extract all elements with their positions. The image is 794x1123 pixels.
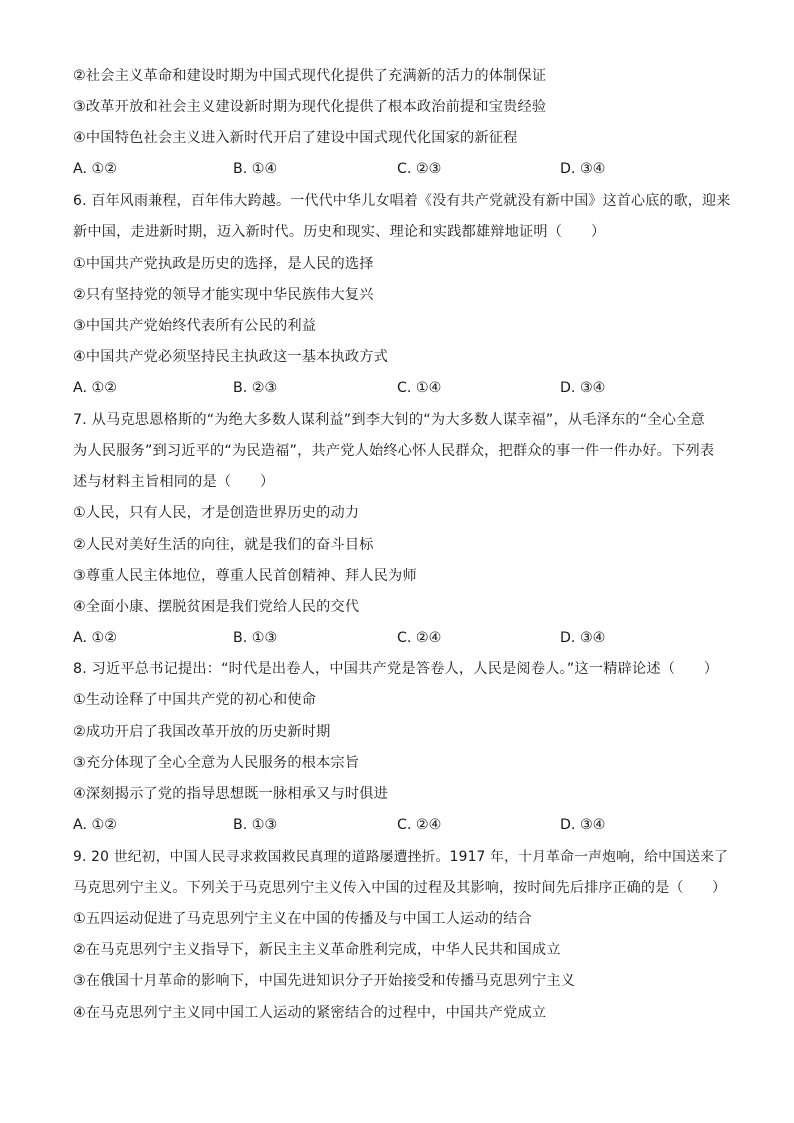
q9-stem-line-1: 9. 20 世纪初，中国人民寻求救国救民真理的道路屡遭挫折。1917 年，十月革命一声炮响，给中国送来了 xyxy=(73,849,729,865)
q6-statement-1: ①中国共产党执政是历史的选择，是人民的选择 xyxy=(73,256,374,272)
q7-stem-line-2: 为人民服务”到习近平的“为民造福”，共产党人始终心怀人民群众，把群众的事一件一件办好。下列表 xyxy=(73,443,715,459)
q8-statement-1: ①生动诠释了中国共产党的初心和使命 xyxy=(73,692,317,708)
q6-option-d[interactable]: D. ③④ xyxy=(560,380,606,396)
q7-option-c[interactable]: C. ②④ xyxy=(397,630,442,646)
q7-statement-1: ①人民，只有人民，才是创造世界历史的动力 xyxy=(73,505,360,521)
q7-option-d[interactable]: D. ③④ xyxy=(560,630,606,646)
option-b[interactable]: B. ①④ xyxy=(233,161,278,177)
answer-options xyxy=(73,159,733,179)
q7-option-b[interactable]: B. ①③ xyxy=(233,630,278,646)
option-d[interactable]: D. ③④ xyxy=(560,161,606,177)
q8-option-c[interactable]: C. ②④ xyxy=(397,817,442,833)
q9-statement-1: ①五四运动促进了马克思列宁主义在中国的传播及与中国工人运动的结合 xyxy=(73,911,532,927)
q6-option-c[interactable]: C. ①④ xyxy=(397,380,442,396)
q6-option-b[interactable]: B. ②③ xyxy=(233,380,278,396)
q8-option-d[interactable]: D. ③④ xyxy=(560,817,606,833)
q7-stem-line-1: 7. 从马克思恩格斯的“为绝大多数人谋利益”到李大钊的“为大多数人谋幸福”，从毛泽东的“全心全意 xyxy=(73,412,705,428)
q8-statement-4: ④深刻揭示了党的指导思想既一脉相承又与时俱进 xyxy=(73,786,389,802)
statement-4: ④中国特色社会主义进入新时代开启了建设中国式现代化国家的新征程 xyxy=(73,130,518,146)
q7-statement-4: ④全面小康、摆脱贫困是我们党给人民的交代 xyxy=(73,599,360,615)
q6-stem-line-1: 6. 百年风雨兼程，百年伟大跨越。一代代中华儿女唱着《没有共产党就没有新中国》这首心底的歌，迎来 xyxy=(73,193,731,209)
q9-statement-2: ②在马克思列宁主义指导下，新民主主义革命胜利完成，中华人民共和国成立 xyxy=(73,942,561,958)
q6-statement-2: ②只有坚持党的领导才能实现中华民族伟大复兴 xyxy=(73,287,374,303)
q7-option-a[interactable]: A. ①② xyxy=(73,630,117,646)
option-a[interactable]: A. ①② xyxy=(73,161,117,177)
q6-statement-4: ④中国共产党必须坚持民主执政这一基本执政方式 xyxy=(73,349,389,365)
q7-statement-3: ③尊重人民主体地位，尊重人民首创精神、拜人民为师 xyxy=(73,568,417,584)
q7-stem-line-3: 述与材料主旨相同的是（ ） xyxy=(73,474,275,490)
statement-2: ②社会主义革命和建设时期为中国式现代化提供了充满新的活力的体制保证 xyxy=(73,68,547,84)
q8-stem-line-1: 8. 习近平总书记提出：“时代是出卷人，中国共产党是答卷人，人民是阅卷人。”这一精辟论述（ ） xyxy=(73,661,719,677)
q9-statement-4: ④在马克思列宁主义同中国工人运动的紧密结合的过程中，中国共产党成立 xyxy=(73,1005,547,1021)
q8-statement-2: ②成功开启了我国改革开放的历史新时期 xyxy=(73,724,331,740)
q7-statement-2: ②人民对美好生活的向往，就是我们的奋斗目标 xyxy=(73,537,374,553)
option-c[interactable]: C. ②③ xyxy=(397,161,442,177)
q6-statement-3: ③中国共产党始终代表所有公民的利益 xyxy=(73,318,317,334)
q8-statement-3: ③充分体现了全心全意为人民服务的根本宗旨 xyxy=(73,755,360,771)
q6-stem-line-2: 新中国，走进新时期，迈入新时代。历史和现实、理论和实践都雄辩地证明（ ） xyxy=(73,224,606,240)
q9-stem-line-2: 马克思列宁主义。下列关于马克思列宁主义传入中国的过程及其影响，按时间先后排序正确的是（ ） xyxy=(73,880,727,896)
statement-3: ③改革开放和社会主义建设新时期为现代化提供了根本政治前提和宝贵经验 xyxy=(73,99,547,115)
q8-option-b[interactable]: B. ①③ xyxy=(233,817,278,833)
q9-statement-3: ③在俄国十月革命的影响下，中国先进知识分子开始接受和传播马克思列宁主义 xyxy=(73,973,576,989)
q8-option-a[interactable]: A. ①② xyxy=(73,817,117,833)
q6-answer-options xyxy=(73,378,733,398)
q6-option-a[interactable]: A. ①② xyxy=(73,380,117,396)
q7-answer-options xyxy=(73,628,733,648)
q8-answer-options xyxy=(73,815,733,835)
